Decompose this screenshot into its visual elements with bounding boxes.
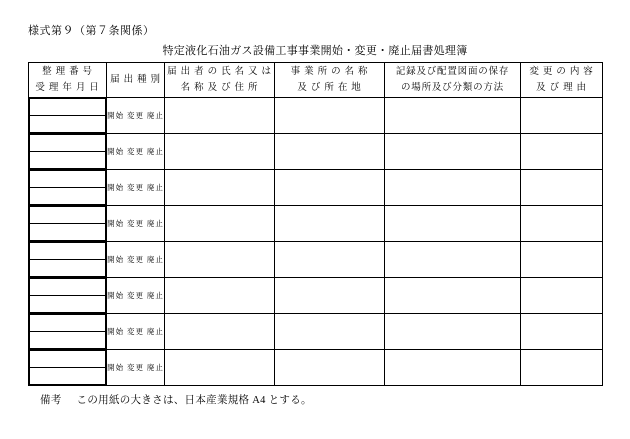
- table-row: [29, 242, 603, 278]
- table-header-row: [29, 63, 603, 98]
- field-seiri-bango[interactable]: [30, 171, 106, 188]
- cell-seiri-juri[interactable]: [29, 206, 107, 242]
- header-label-henko-line2: 及 び 理 由: [536, 83, 587, 93]
- header-cell-hozon: [385, 63, 521, 98]
- cell-todokedesha[interactable]: [165, 350, 275, 386]
- footnote: [40, 392, 312, 407]
- cell-hozon[interactable]: [385, 98, 521, 134]
- cell-hozon[interactable]: [385, 350, 521, 386]
- header-label-juri-nengappi: 受 理 年 月 日: [35, 83, 100, 93]
- header-label-hozon-line1: 記録及び配置図面の保存: [395, 67, 510, 77]
- table-row: [29, 170, 603, 206]
- cell-todokedesha[interactable]: [165, 170, 275, 206]
- cell-henko[interactable]: [521, 314, 603, 350]
- table-row: [29, 134, 603, 170]
- ledger-body: [29, 98, 603, 386]
- field-juri-nengappi[interactable]: [30, 368, 106, 385]
- table-row: [29, 350, 603, 386]
- header-label-todokede-shubetsu: 届 出 種 別: [110, 75, 161, 85]
- field-seiri-bango[interactable]: [30, 279, 106, 296]
- ledger-table: [28, 62, 603, 386]
- cell-jigyosho[interactable]: [275, 242, 385, 278]
- cell-todokede-shubetsu[interactable]: 開始 変更 廃止: [107, 314, 165, 350]
- header-cell-henko: [521, 63, 603, 98]
- field-seiri-bango[interactable]: [30, 351, 106, 368]
- cell-jigyosho[interactable]: [275, 314, 385, 350]
- cell-todokedesha[interactable]: [165, 314, 275, 350]
- field-juri-nengappi[interactable]: [30, 152, 106, 169]
- cell-todokedesha[interactable]: [165, 98, 275, 134]
- field-juri-nengappi[interactable]: [30, 116, 106, 133]
- cell-todokede-shubetsu[interactable]: 開始 変更 廃止: [107, 98, 165, 134]
- document-title: 特定液化石油ガス設備工事事業開始・変更・廃止届書処理簿: [162, 45, 468, 57]
- cell-hozon[interactable]: [385, 314, 521, 350]
- cell-hozon[interactable]: [385, 206, 521, 242]
- table-row: [29, 206, 603, 242]
- header-label-seiri-bango: 整 理 番 号: [42, 67, 93, 77]
- field-juri-nengappi[interactable]: [30, 224, 106, 241]
- footnote-text: この用紙の大きさは、日本産業規格 A4 とする。: [76, 395, 312, 406]
- header-label-hozon-line2: の場所及び分類の方法: [400, 83, 504, 93]
- header-label-todokedesha-line2: 名 称 及 び 住 所: [180, 83, 259, 93]
- cell-jigyosho[interactable]: [275, 98, 385, 134]
- cell-henko[interactable]: [521, 206, 603, 242]
- cell-jigyosho[interactable]: [275, 170, 385, 206]
- header-cell-todokede-shubetsu: [107, 63, 165, 98]
- cell-henko[interactable]: [521, 350, 603, 386]
- cell-hozon[interactable]: [385, 134, 521, 170]
- cell-seiri-juri[interactable]: [29, 314, 107, 350]
- header-label-henko-line1: 変 更 の 内 容: [529, 67, 594, 77]
- cell-henko[interactable]: [521, 98, 603, 134]
- cell-todokedesha[interactable]: [165, 242, 275, 278]
- cell-henko[interactable]: [521, 170, 603, 206]
- header-cell-jigyosho: [275, 63, 385, 98]
- cell-todokedesha[interactable]: [165, 134, 275, 170]
- field-juri-nengappi[interactable]: [30, 188, 106, 205]
- cell-seiri-juri[interactable]: [29, 350, 107, 386]
- cell-henko[interactable]: [521, 242, 603, 278]
- table-row: [29, 314, 603, 350]
- header-label-jigyosho-line2: 及 び 所 在 地: [297, 83, 362, 93]
- header-label-todokedesha-line1: 届 出 者 の 氏 名 又 は: [167, 67, 272, 77]
- cell-todokede-shubetsu[interactable]: 開始 変更 廃止: [107, 206, 165, 242]
- cell-jigyosho[interactable]: [275, 206, 385, 242]
- cell-seiri-juri[interactable]: [29, 98, 107, 134]
- field-juri-nengappi[interactable]: [30, 296, 106, 313]
- cell-jigyosho[interactable]: [275, 350, 385, 386]
- footnote-label: 備考: [40, 395, 62, 406]
- form-number: 様式第９（第７条関係）: [28, 25, 155, 37]
- cell-jigyosho[interactable]: [275, 278, 385, 314]
- cell-hozon[interactable]: [385, 242, 521, 278]
- cell-hozon[interactable]: [385, 170, 521, 206]
- cell-jigyosho[interactable]: [275, 134, 385, 170]
- cell-seiri-juri[interactable]: [29, 134, 107, 170]
- cell-todokedesha[interactable]: [165, 206, 275, 242]
- field-juri-nengappi[interactable]: [30, 332, 106, 349]
- cell-todokede-shubetsu[interactable]: 開始 変更 廃止: [107, 134, 165, 170]
- header-cell-seiri-juri: [29, 63, 107, 98]
- cell-seiri-juri[interactable]: [29, 278, 107, 314]
- cell-hozon[interactable]: [385, 278, 521, 314]
- field-seiri-bango[interactable]: [30, 315, 106, 332]
- cell-todokedesha[interactable]: [165, 278, 275, 314]
- table-row: [29, 278, 603, 314]
- field-seiri-bango[interactable]: [30, 99, 106, 116]
- cell-todokede-shubetsu[interactable]: 開始 変更 廃止: [107, 242, 165, 278]
- cell-seiri-juri[interactable]: [29, 170, 107, 206]
- field-juri-nengappi[interactable]: [30, 260, 106, 277]
- field-seiri-bango[interactable]: [30, 135, 106, 152]
- cell-todokede-shubetsu[interactable]: 開始 変更 廃止: [107, 170, 165, 206]
- header-cell-todokedesha: [165, 63, 275, 98]
- cell-todokede-shubetsu[interactable]: 開始 変更 廃止: [107, 278, 165, 314]
- header-label-jigyosho-line1: 事 業 所 の 名 称: [290, 67, 369, 77]
- field-seiri-bango[interactable]: [30, 243, 106, 260]
- table-row: [29, 98, 603, 134]
- cell-seiri-juri[interactable]: [29, 242, 107, 278]
- cell-todokede-shubetsu[interactable]: 開始 変更 廃止: [107, 350, 165, 386]
- cell-henko[interactable]: [521, 134, 603, 170]
- cell-henko[interactable]: [521, 278, 603, 314]
- field-seiri-bango[interactable]: [30, 207, 106, 224]
